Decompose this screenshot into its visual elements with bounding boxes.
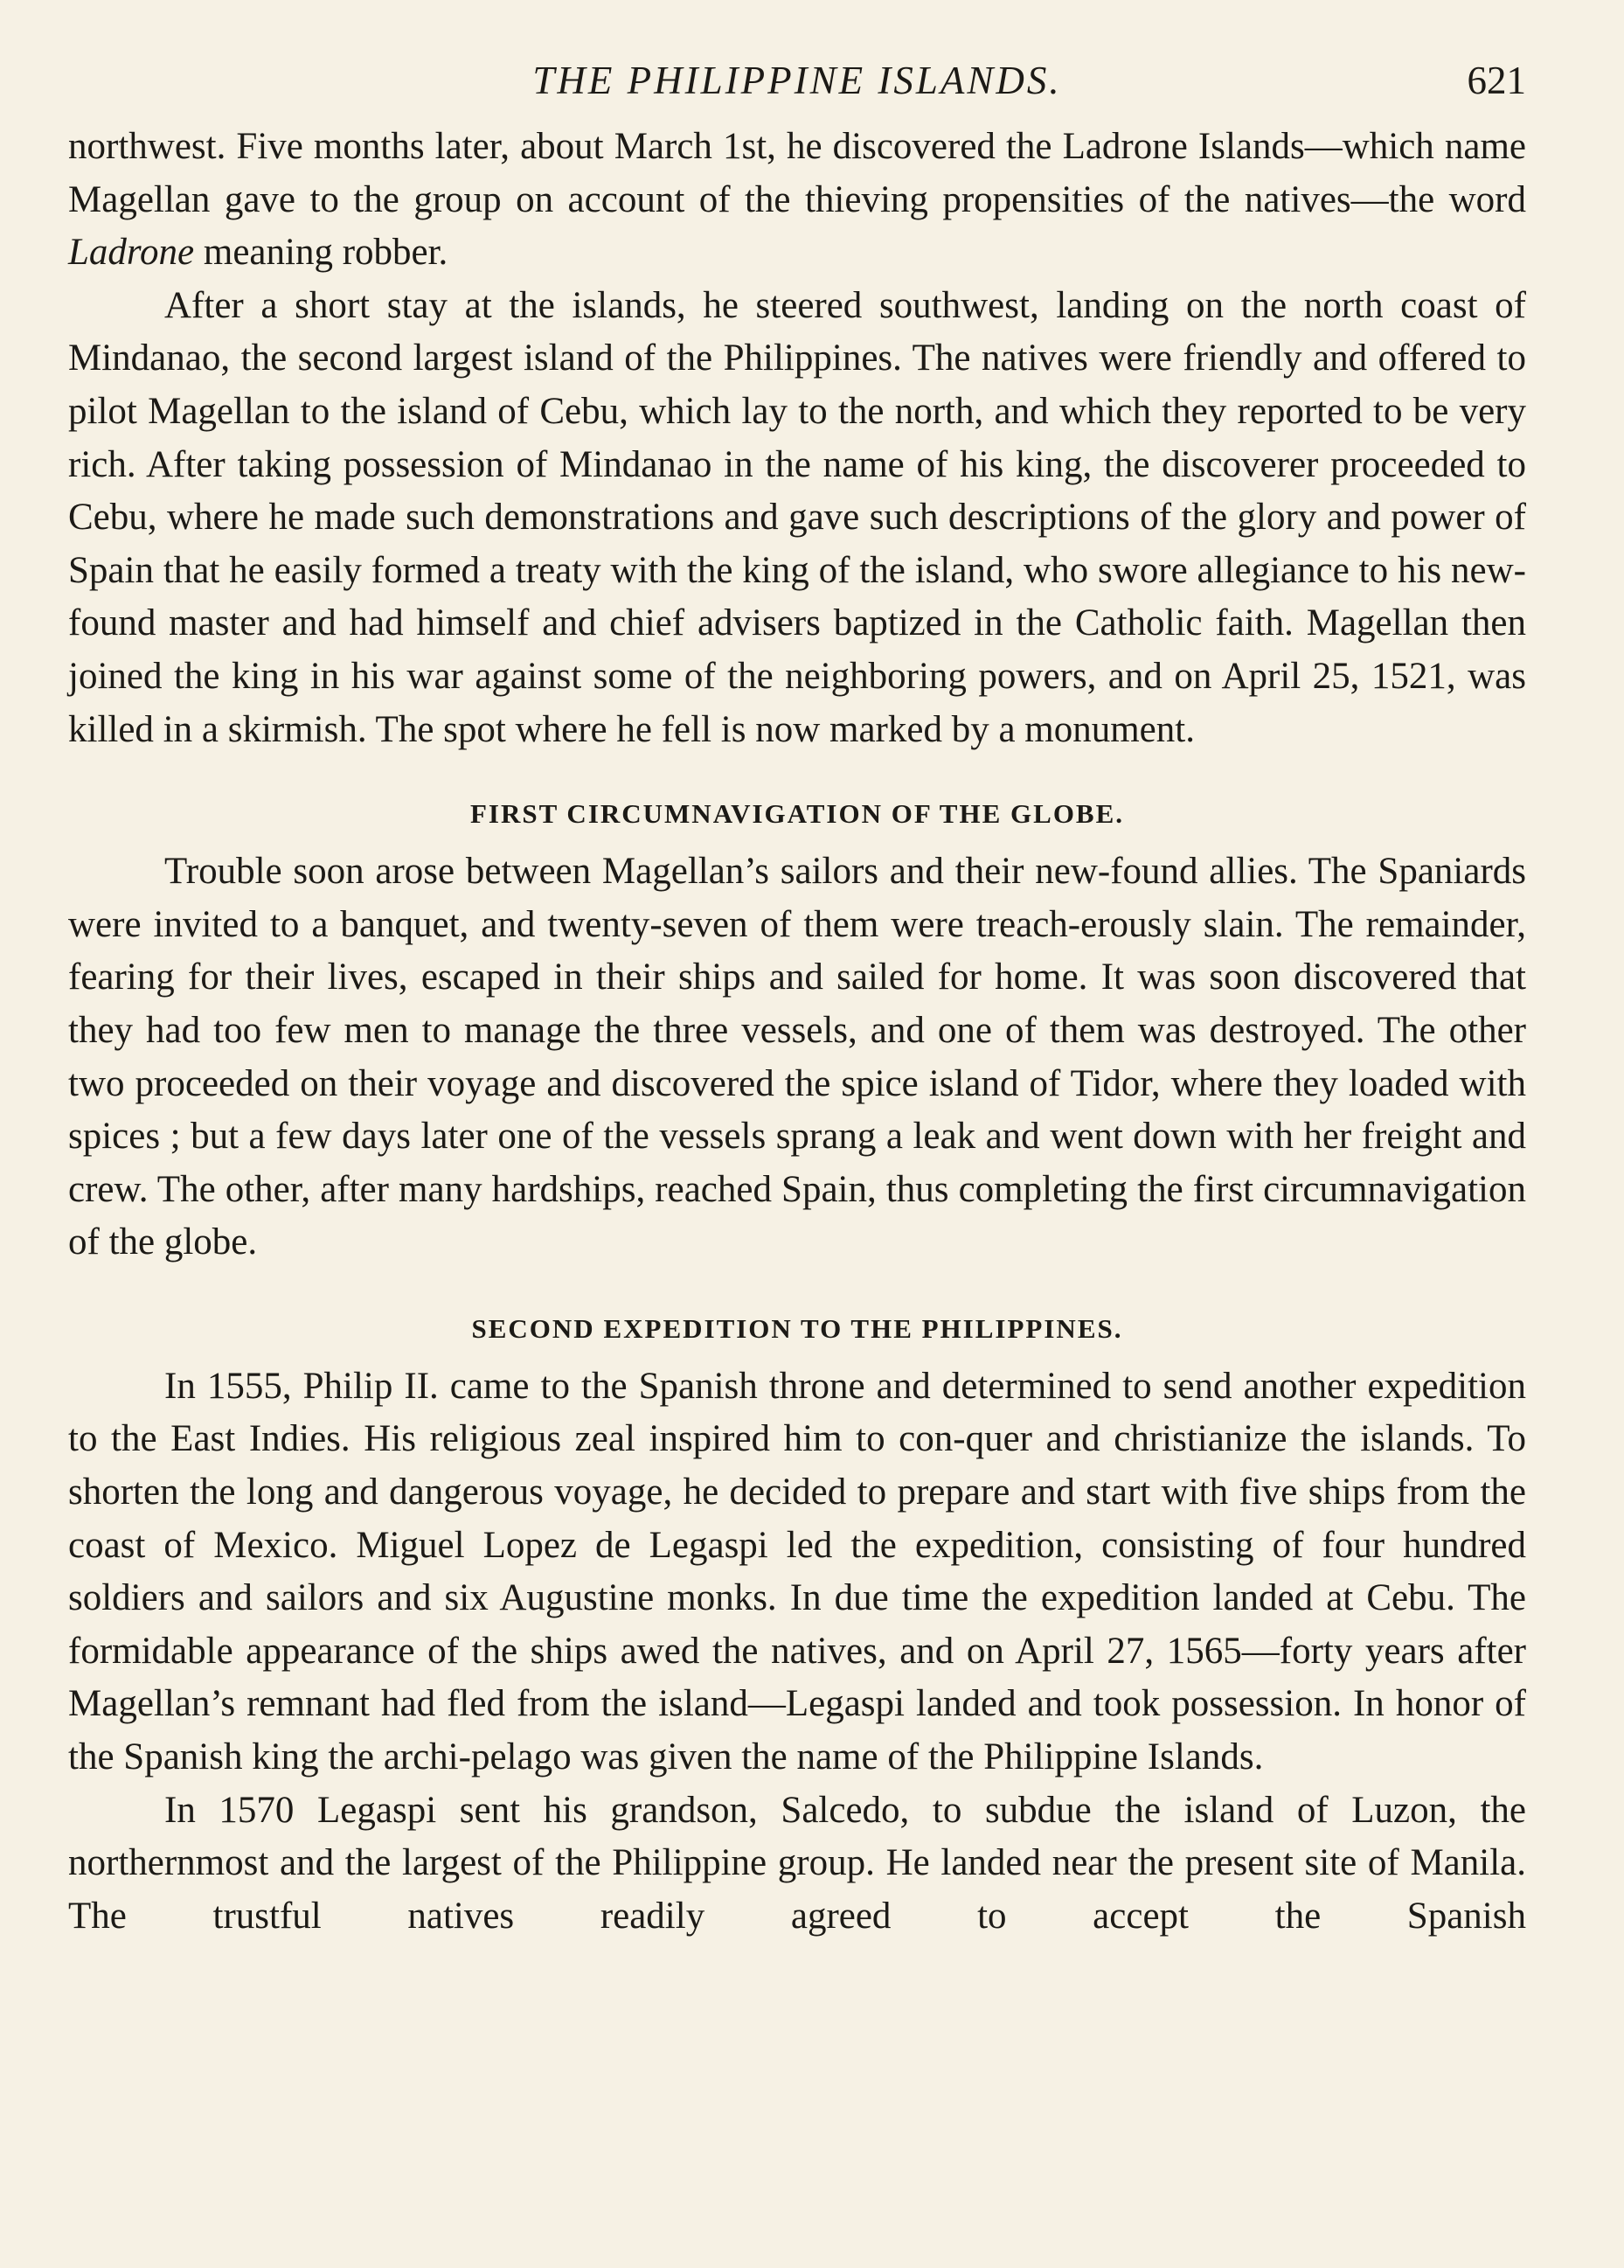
- paragraph-trouble-allies: Trouble soon arose between Magellan’s sailors and their new-found allies. The Spaniards were invited to a banquet, and twenty-seven of them were treach-erously slain. The remainder, fearing for their lives, escaped in their ships and sailed for home. It was soon discovered that they had too few men to manage the three vessels, and one of them was destroyed. The other two proceeded on their voyage and discovered the spice island of Tidor, where they loaded with spices ; but a few days later one of the vessels sprang a leak and went down with her freight and crew. The other, after many hardships, reached Spain, thus completing the first circumnavigation of the globe.: [68, 851, 1526, 1263]
- paragraph-ladrone-islands: [68, 121, 1526, 280]
- running-head: [68, 45, 1526, 115]
- paragraph-text: northwest. Five months later, about March 1st, he discovered the Ladrone Islands—which name Magellan gave to the group on account of the thieving propensities of the natives—the word: [68, 126, 1526, 220]
- paragraph-salcedo-luzon: In 1570 Legaspi sent his grandson, Salcedo, to subdue the island of Luzon, the northernmost and the largest of the Philippine group. He landed near the present site of Manila. The trustful natives readily agreed to accept the Spanish: [68, 1789, 1526, 1937]
- page-number: 621: [1467, 59, 1526, 102]
- italic-term: Ladrone: [68, 232, 195, 274]
- paragraph-mindanao-cebu: After a short stay at the islands, he steered southwest, landing on the north coast of Mindanao, the second largest island of the Philippines. The natives were friendly and offered to pilot Magellan to the island of Cebu, which lay to the north, and which they reported to be very rich. After taking possession of Mindanao in the name of his king, the discoverer proceeded to Cebu, where he made such demonstrations and gave such descriptions of the glory and power of Spain that he easily formed a treaty with the king of the island, who swore allegiance to his new-found master and had himself and chief advisers baptized in the Catholic faith. Magellan then joined the king in his war against some of the neighboring powers, and on April 25, 1521, was killed in a skirmish. The spot where he fell is now marked by a monument.: [68, 284, 1526, 750]
- book-page: [68, 45, 1526, 1943]
- paragraph-philip-ii-expedition: In 1555, Philip II. came to the Spanish throne and determined to send another expedition to the East Indies. His religious zeal inspired him to con-quer and christianize the islands. To shorten the long and dangerous voyage, he decided to prepare and start with five ships from the coast of Mexico. Miguel Lopez de Legaspi led the expedition, consisting of four hundred soldiers and sailors and six Augustine monks. In due time the expedition landed at Cebu. The formidable appearance of the ships awed the natives, and on April 27, 1565—forty years after Magellan’s remnant had fled from the island—Legaspi landed and took possession. In honor of the Spanish king the archi-pelago was given the name of the Philippine Islands.: [68, 1365, 1526, 1778]
- running-title: THE PHILIPPINE ISLANDS.: [532, 59, 1062, 102]
- paragraph-text: meaning robber.: [194, 232, 448, 274]
- section-heading-second-expedition: SECOND EXPEDITION TO THE PHILIPPINES.: [471, 1312, 1123, 1344]
- section-heading-first-circumnavigation: FIRST CIRCUMNAVIGATION OF THE GLOBE.: [469, 798, 1125, 830]
